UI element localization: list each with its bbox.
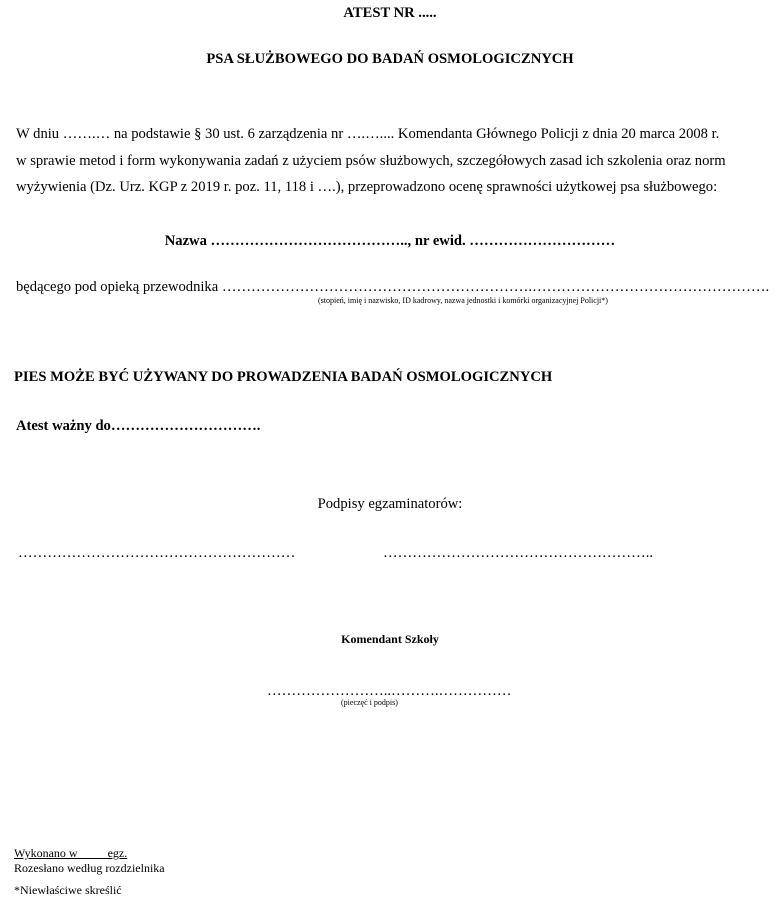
signature-line-left: ………………………………………………… [18, 545, 296, 561]
commander-signature-line: ……………………..……….…………… [267, 683, 512, 699]
distribution-line: Rozesłano według rozdzielnika [14, 861, 165, 875]
dog-name-line: Nazwa ………………………………….., nr ewid. ………………………… [164, 233, 616, 249]
footnote: *Niewłaściwe skreślić [14, 883, 122, 897]
intro-line-3: wyżywienia (Dz. Urz. KGP z 2019 r. poz. 11, 118 i ….), przeprowadzono ocenę sprawności użytkowej psa służbowego: [16, 179, 718, 195]
copies-line: Wykonano w egz. [14, 846, 128, 860]
valid-until-line: Atest ważny do…………………………. [16, 418, 261, 434]
handler-hint: (stopień, imię i nazwisko, ID kadrowy, nazwa jednostki i komórki organizacyjnej Policji*) [318, 296, 608, 305]
handler-line: będącego pod opieką przewodnika ……………………………………………………….…………………………………………. [16, 279, 770, 295]
document-title: ATEST NR ..... [343, 5, 437, 21]
commander-title: Komendant Szkoły [341, 632, 439, 646]
intro-line-2: w sprawie metod i form wykonywania zadań z użyciem psów służbowych, szczegółowych zasad ich szkolenia oraz norm [16, 153, 726, 169]
signatures-label: Podpisy egzaminatorów: [317, 496, 463, 512]
commander-hint: (pieczęć i podpis) [341, 698, 398, 707]
signature-line-right: ……………………………………………….. [383, 545, 653, 561]
document-subtitle: PSA SŁUŻBOWEGO DO BADAŃ OSMOLOGICZNYCH [206, 51, 574, 67]
result-statement: PIES MOŻE BYĆ UŻYWANY DO PROWADZENIA BADAŃ OSMOLOGICZNYCH [14, 369, 553, 385]
intro-line-1: W dniu …….… na podstawie § 30 ust. 6 zarządzenia nr ….….... Komendanta Głównego Policji z dnia 20 marca 2008 r. [16, 126, 720, 142]
